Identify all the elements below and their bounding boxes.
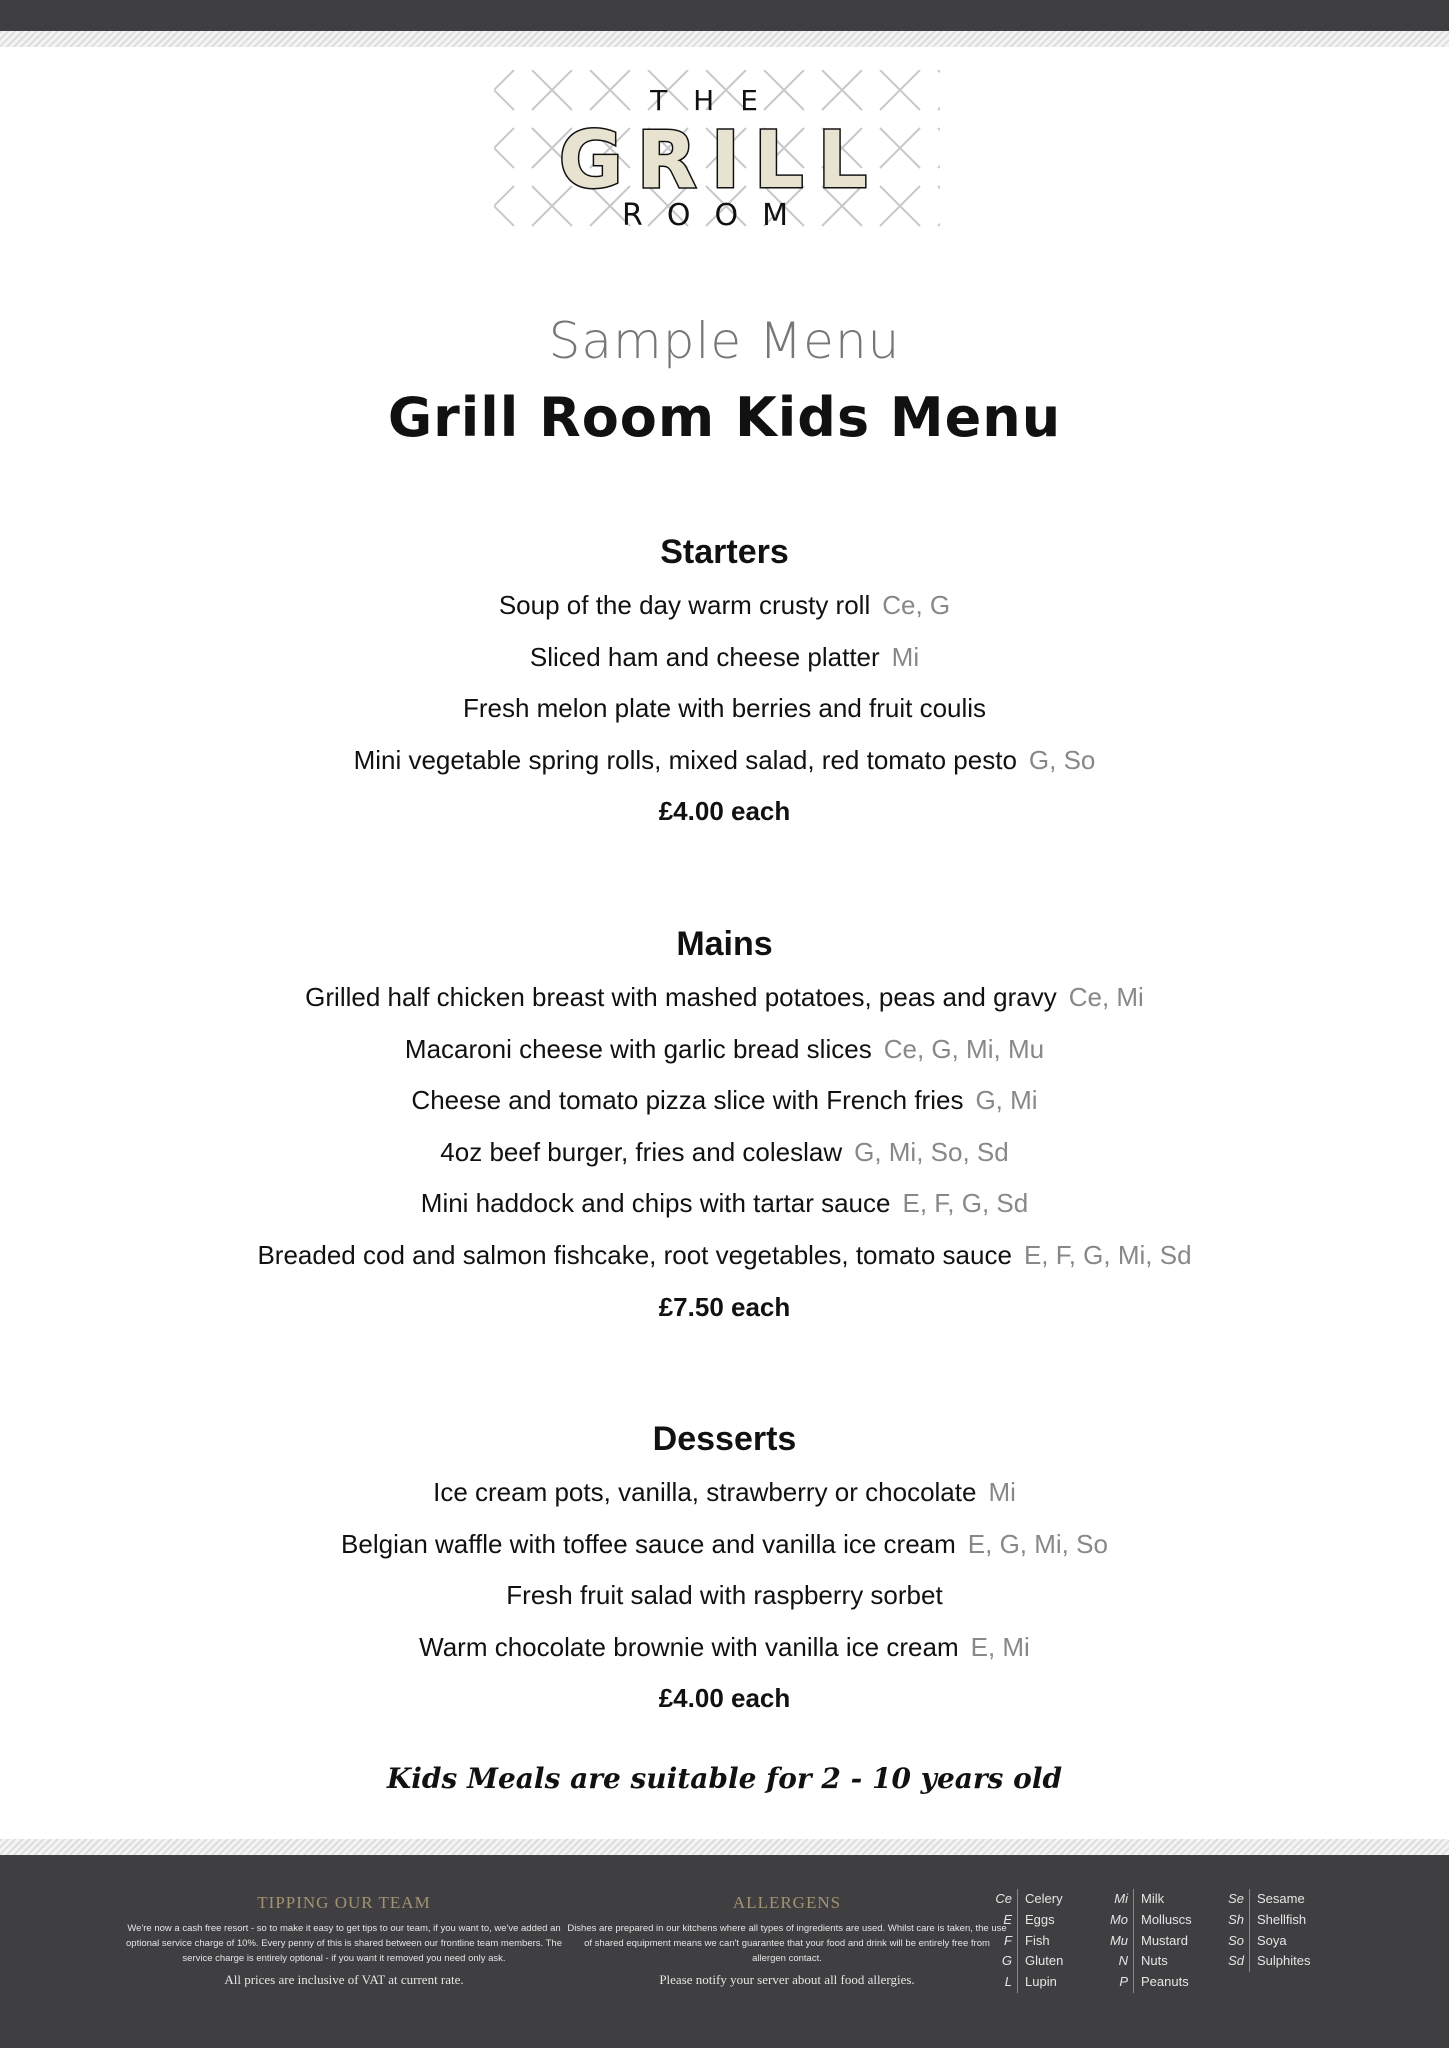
menu-section-starters xyxy=(0,524,1449,838)
allergen-code: N xyxy=(1106,1951,1134,1972)
allergen-legend-column xyxy=(990,1889,1063,1993)
allergen-name: Mustard xyxy=(1141,1932,1188,1948)
menu-item xyxy=(0,580,1449,632)
allergen-name: Celery xyxy=(1025,1891,1063,1906)
item-name: Mini haddock and chips with tartar sauce xyxy=(420,1188,891,1219)
allergen-name: Milk xyxy=(1141,1891,1165,1906)
item-name: Sliced ham and cheese platter xyxy=(529,641,880,672)
section-heading: Starters xyxy=(660,533,789,571)
menu-item xyxy=(0,1230,1449,1282)
allergen-name: Molluscs xyxy=(1141,1911,1192,1927)
allergen-name: Eggs xyxy=(1025,1911,1055,1927)
allergen-code: So xyxy=(1222,1931,1250,1952)
item-allergens: E, F, G, Mi, Sd xyxy=(1023,1239,1192,1270)
allergen-code: G xyxy=(990,1951,1018,1972)
allergen-legend-column xyxy=(1106,1889,1192,1993)
menu-item xyxy=(0,683,1449,735)
item-name: 4oz beef burger, fries and coleslaw xyxy=(440,1136,843,1167)
section-price: £7.50 each xyxy=(658,1291,791,1322)
allergen-code: P xyxy=(1106,1972,1134,1993)
svg-text:GRILL: GRILL xyxy=(558,116,882,206)
allergen-name: Soya xyxy=(1257,1932,1287,1948)
allergen-code: Mu xyxy=(1106,1931,1134,1952)
item-allergens: Mi xyxy=(891,641,920,672)
item-allergens: E, Mi xyxy=(970,1631,1030,1662)
allergen-code: Ce xyxy=(990,1889,1018,1910)
tipping-info xyxy=(124,1893,564,1988)
allergen-name: Sesame xyxy=(1257,1891,1305,1906)
menu-item xyxy=(0,972,1449,1024)
allergen-code: F xyxy=(990,1931,1018,1952)
allergen-name: Peanuts xyxy=(1141,1974,1189,1990)
allergen-legend-entry xyxy=(990,1951,1063,1972)
menu-item xyxy=(0,1519,1449,1571)
allergen-name: Sulphites xyxy=(1257,1953,1311,1969)
menu-subtitle: Sample Menu xyxy=(548,312,901,370)
item-name: Macaroni cheese with garlic bread slices xyxy=(404,1033,872,1064)
item-allergens: Ce, Mi xyxy=(1068,982,1144,1012)
item-name: Cheese and tomato pizza slice with French fries xyxy=(411,1085,964,1116)
allergen-name: Fish xyxy=(1025,1932,1050,1948)
allergens-text: Dishes are prepared in our kitchens where all types of ingredients are used. Whilst care is taken, the use of shared equipment means we can't guarantee that your food and drink will be entirely free from allergen contact. xyxy=(567,1923,1007,1964)
item-allergens: G, Mi, So, Sd xyxy=(854,1136,1009,1167)
item-allergens: Ce, G, Mi, Mu xyxy=(883,1033,1045,1064)
allergen-legend-entry xyxy=(1222,1951,1310,1972)
allergen-legend-entry xyxy=(990,1889,1063,1910)
allergen-name: Shellfish xyxy=(1257,1911,1307,1927)
top-bar xyxy=(0,0,1449,31)
menu-item xyxy=(0,1622,1449,1674)
allergen-legend-entry xyxy=(990,1972,1063,1993)
item-allergens: E, F, G, Sd xyxy=(902,1188,1029,1219)
allergen-legend-entry xyxy=(1106,1951,1192,1972)
allergens-heading: ALLERGENS xyxy=(732,1893,842,1912)
item-name: Fresh melon plate with berries and fruit coulis xyxy=(462,693,987,724)
section-price: £4.00 each xyxy=(658,796,791,827)
item-name: Mini vegetable spring rolls, mixed salad, red tomato pesto xyxy=(353,744,1017,775)
allergen-legend-entry xyxy=(1222,1931,1310,1952)
footer xyxy=(0,1855,1449,2048)
menu-item xyxy=(0,1570,1449,1622)
menu-title: Grill Room Kids Menu xyxy=(387,386,1062,449)
item-allergens: G, Mi xyxy=(975,1085,1038,1116)
menu-item xyxy=(0,735,1449,787)
item-name: Ice cream pots, vanilla, strawberry or chocolate xyxy=(433,1477,977,1507)
allergen-legend-entry xyxy=(990,1931,1063,1952)
allergen-code: Sh xyxy=(1222,1910,1250,1931)
allergen-legend-entry xyxy=(1106,1972,1192,1993)
grill-room-logo xyxy=(494,70,940,232)
allergen-legend-entry xyxy=(1106,1910,1192,1931)
menu-item xyxy=(0,1024,1449,1076)
allergens-info xyxy=(567,1893,1007,1988)
section-heading: Mains xyxy=(676,925,773,963)
footer-stripe-divider xyxy=(0,1839,1449,1855)
allergen-name: Gluten xyxy=(1025,1953,1064,1969)
section-price: £4.00 each xyxy=(658,1683,791,1714)
menu-item xyxy=(0,1178,1449,1230)
allergen-code: Mi xyxy=(1106,1889,1134,1910)
allergen-legend-entry xyxy=(1222,1889,1310,1910)
menu-item xyxy=(0,1075,1449,1127)
item-allergens: E, G, Mi, So xyxy=(967,1528,1108,1559)
allergen-name: Nuts xyxy=(1141,1953,1168,1969)
allergen-code: Sd xyxy=(1222,1951,1250,1972)
allergen-code: Se xyxy=(1222,1889,1250,1910)
tipping-heading: TIPPING OUR TEAM xyxy=(257,1893,431,1912)
kids-age-note: Kids Meals are suitable for 2 - 10 years old xyxy=(386,1762,1063,1795)
allergen-code: L xyxy=(990,1972,1018,1993)
allergen-code: Mo xyxy=(1106,1910,1134,1931)
svg-text:ROOM: ROOM xyxy=(622,198,812,232)
allergen-legend-entry xyxy=(990,1910,1063,1931)
item-allergens: G, So xyxy=(1028,744,1096,775)
item-name: Fresh fruit salad with raspberry sorbet xyxy=(506,1580,943,1611)
item-name: Belgian waffle with toffee sauce and vanilla ice cream xyxy=(341,1528,956,1559)
item-name: Soup of the day warm crusty roll xyxy=(498,590,871,620)
item-name: Grilled half chicken breast with mashed potatoes, peas and gravy xyxy=(305,982,1057,1012)
item-allergens: Ce, G xyxy=(882,590,951,620)
svg-text:THE: THE xyxy=(650,84,784,117)
allergen-legend-entry xyxy=(1106,1889,1192,1910)
allergen-name: Lupin xyxy=(1025,1974,1057,1990)
section-heading: Desserts xyxy=(652,1420,797,1458)
item-name: Warm chocolate brownie with vanilla ice cream xyxy=(419,1631,959,1662)
item-allergens: Mi xyxy=(988,1477,1016,1507)
allergen-legend-entry xyxy=(1222,1910,1310,1931)
allergy-notify-note: Please notify your server about all food allergies. xyxy=(659,1972,915,1987)
menu-section-mains xyxy=(0,916,1449,1333)
allergen-legend-column xyxy=(1222,1889,1310,1972)
allergen-legend-entry xyxy=(1106,1931,1192,1952)
tipping-text: We're now a cash free resort - so to make it easy to get tips to our team, if you want to, we've added an optional service charge of 10%. Every penny of this is shared between our frontline team members. The service charge is entirely optional - if you want it removed you need only ask. xyxy=(126,1923,562,1964)
menu-item xyxy=(0,1127,1449,1179)
vat-note: All prices are inclusive of VAT at current rate. xyxy=(224,1972,464,1987)
menu-item xyxy=(0,1467,1449,1519)
item-name: Breaded cod and salmon fishcake, root vegetables, tomato sauce xyxy=(257,1239,1012,1270)
menu-section-desserts xyxy=(0,1411,1449,1725)
allergen-code: E xyxy=(990,1910,1018,1931)
menu-item xyxy=(0,632,1449,684)
top-stripe-divider xyxy=(0,31,1449,47)
